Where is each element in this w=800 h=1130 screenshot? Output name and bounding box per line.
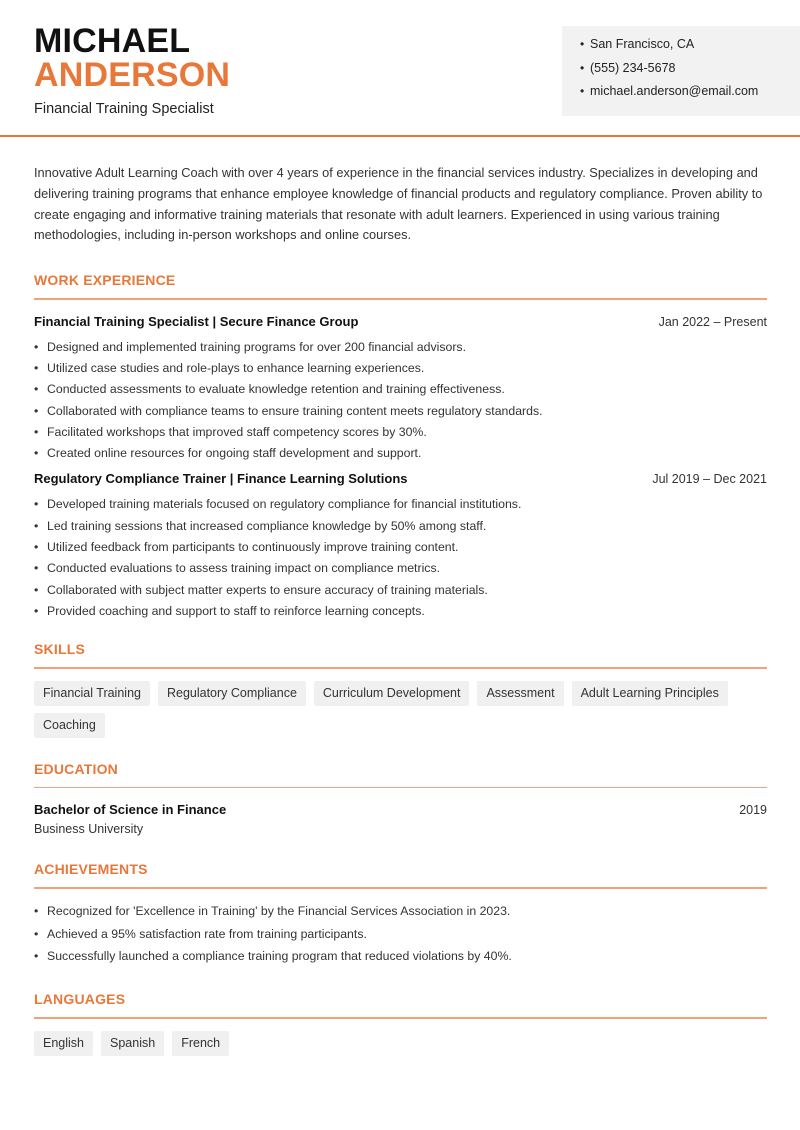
bullet-text: Conducted evaluations to assess training impact on compliance metrics. bbox=[47, 561, 441, 576]
section-divider bbox=[34, 1017, 767, 1019]
list-item bbox=[34, 424, 767, 445]
bullet-text: Successfully launched a compliance training program that reduced violations by 40%. bbox=[47, 949, 512, 964]
summary: Innovative Adult Learning Coach with over 4 years of experience in the financial services industry. Specializes in developing and delivering training programs that enhance employee knowledge of financial products and regulatory compliance. Proven ability to create engaging and informative training materials that resonate with adult learners. Experienced in using various training methodologies, including in-person workshops and online courses. bbox=[34, 165, 763, 243]
skill-chip: Coaching bbox=[34, 713, 105, 738]
bullet-text: Collaborated with compliance teams to ensure training content meets regulatory standards. bbox=[47, 403, 543, 418]
list-item bbox=[34, 339, 767, 360]
language-chip: English bbox=[34, 1031, 93, 1056]
section-title: LANGUAGES bbox=[34, 991, 126, 1008]
contact-location bbox=[580, 37, 800, 61]
list-item bbox=[34, 539, 767, 560]
list-item bbox=[34, 403, 767, 424]
job-entry bbox=[34, 314, 767, 467]
bullet-text: Conducted assessments to evaluate knowledge retention and training effectiveness. bbox=[47, 382, 505, 397]
location-text: San Francisco, CA bbox=[590, 37, 695, 51]
skills-section bbox=[34, 641, 767, 745]
bullet-icon: • bbox=[34, 403, 39, 418]
list-item bbox=[34, 560, 767, 581]
contact-phone bbox=[580, 61, 800, 85]
bullet-icon: • bbox=[34, 926, 39, 941]
section-title: ACHIEVEMENTS bbox=[34, 861, 148, 878]
education-section bbox=[34, 761, 767, 837]
resume-content bbox=[34, 163, 767, 1063]
bullet-text: Recognized for 'Excellence in Training' by the Financial Services Association in 2023. bbox=[47, 903, 511, 918]
language-chip: Spanish bbox=[101, 1031, 164, 1056]
bullet-icon: • bbox=[34, 949, 39, 964]
bullet-icon: • bbox=[34, 582, 39, 597]
bullet-text: Led training sessions that increased compliance knowledge by 50% among staff. bbox=[47, 518, 487, 533]
language-chip: French bbox=[172, 1031, 229, 1056]
resume-header bbox=[0, 0, 800, 137]
section-divider bbox=[34, 667, 767, 669]
list-item bbox=[34, 445, 767, 466]
list-item bbox=[34, 903, 767, 926]
work-experience-section bbox=[34, 272, 767, 624]
bullet-icon: • bbox=[34, 903, 39, 918]
list-item bbox=[34, 926, 767, 949]
achievements-section bbox=[34, 861, 767, 971]
bullet-icon: • bbox=[34, 339, 39, 354]
list-item bbox=[34, 360, 767, 381]
bullet-text: Facilitated workshops that improved staff competency scores by 30%. bbox=[47, 424, 427, 439]
section-title: WORK EXPERIENCE bbox=[34, 272, 176, 289]
skill-chip: Assessment bbox=[477, 681, 563, 706]
bullet-icon: • bbox=[34, 446, 39, 461]
skill-chip: Adult Learning Principles bbox=[572, 681, 728, 706]
skill-chip: Financial Training bbox=[34, 681, 150, 706]
bullet-text: Designed and implemented training programs for over 200 financial advisors. bbox=[47, 339, 467, 354]
section-title: SKILLS bbox=[34, 641, 85, 658]
skills-chips bbox=[34, 681, 767, 745]
section-title: EDUCATION bbox=[34, 760, 118, 777]
phone-text: (555) 234-5678 bbox=[590, 60, 676, 75]
bullet-icon: • bbox=[34, 518, 39, 533]
bullet-text: Created online resources for ongoing staff development and support. bbox=[47, 446, 422, 461]
languages-section bbox=[34, 991, 767, 1063]
job-role: Financial Training Specialist | Secure Finance Group bbox=[34, 313, 359, 329]
bullet-text: Collaborated with subject matter experts to ensure accuracy of training materials. bbox=[47, 582, 488, 597]
education-school: Business University bbox=[34, 822, 144, 837]
job-role: Regulatory Compliance Trainer | Finance Learning Solutions bbox=[34, 471, 408, 487]
job-bullets bbox=[34, 339, 767, 467]
job-header bbox=[34, 314, 767, 329]
bullet-text: Utilized feedback from participants to continuously improve training content. bbox=[47, 540, 459, 555]
skill-chip: Regulatory Compliance bbox=[158, 681, 306, 706]
job-header bbox=[34, 471, 767, 486]
job-bullets bbox=[34, 496, 767, 624]
email-text: michael.anderson@email.com bbox=[590, 84, 759, 98]
bullet-icon: • bbox=[34, 603, 39, 618]
list-item bbox=[34, 582, 767, 603]
education-header bbox=[34, 802, 767, 817]
skill-chip: Curriculum Development bbox=[314, 681, 470, 706]
section-divider bbox=[34, 298, 767, 300]
list-item bbox=[34, 948, 767, 971]
list-item bbox=[34, 496, 767, 517]
bullet-icon: • bbox=[34, 497, 39, 512]
contact-email bbox=[580, 84, 800, 108]
bullet-icon: • bbox=[34, 561, 39, 576]
achievements-list bbox=[34, 903, 767, 971]
bullet-icon: • bbox=[34, 360, 39, 375]
list-item bbox=[34, 603, 767, 624]
first-name: MICHAEL bbox=[34, 22, 191, 60]
job-title: Financial Training Specialist bbox=[34, 101, 214, 117]
job-dates: Jan 2022 – Present bbox=[658, 314, 767, 329]
bullet-icon: • bbox=[34, 424, 39, 439]
languages-chips bbox=[34, 1031, 767, 1063]
list-item bbox=[34, 518, 767, 539]
education-degree: Bachelor of Science in Finance bbox=[34, 802, 227, 818]
name-block bbox=[34, 24, 230, 117]
bullet-text: Developed training materials focused on regulatory compliance for financial institutions. bbox=[47, 497, 522, 512]
section-divider bbox=[34, 787, 767, 789]
job-dates: Jul 2019 – Dec 2021 bbox=[652, 472, 767, 487]
education-year: 2019 bbox=[739, 803, 767, 818]
list-item bbox=[34, 381, 767, 402]
bullet-text: Achieved a 95% satisfaction rate from training participants. bbox=[47, 926, 367, 941]
bullet-icon: • bbox=[34, 540, 39, 555]
bullet-icon: • bbox=[580, 37, 585, 51]
bullet-icon: • bbox=[580, 84, 585, 98]
bullet-text: Provided coaching and support to staff to reinforce learning concepts. bbox=[47, 603, 425, 618]
section-divider bbox=[34, 887, 767, 889]
bullet-icon: • bbox=[580, 60, 585, 75]
bullet-icon: • bbox=[34, 382, 39, 397]
bullet-text: Utilized case studies and role-plays to enhance learning experiences. bbox=[47, 360, 425, 375]
last-name: ANDERSON bbox=[34, 56, 231, 94]
job-entry bbox=[34, 471, 767, 624]
contact-box bbox=[562, 26, 800, 116]
